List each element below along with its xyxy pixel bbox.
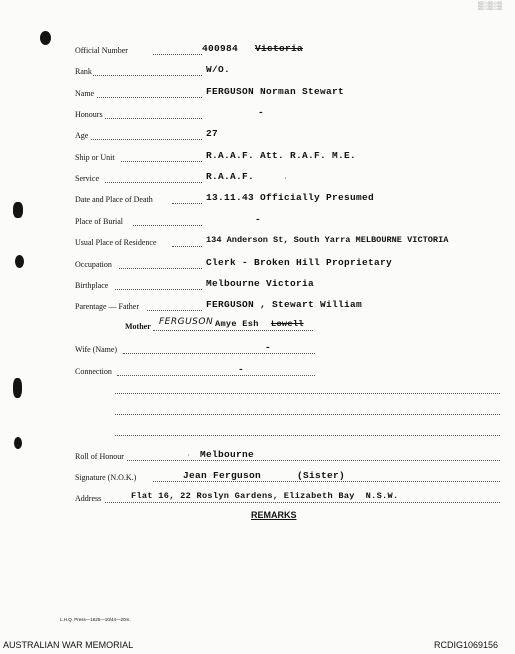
stray-mark: ʹ (285, 176, 287, 184)
service-label: Service (75, 174, 99, 183)
age-value: 27 (206, 128, 219, 139)
death-value: 13.11.43 Officially Presumed (206, 192, 375, 203)
wife-label: Wife (Name) (75, 345, 118, 354)
dotted-line (93, 75, 202, 76)
dotted-line (117, 375, 315, 376)
dotted-line (97, 97, 202, 98)
footer-institution: AUSTRALIAN WAR MEMORIAL (3, 640, 134, 650)
occupation-label: Occupation (75, 260, 112, 269)
official-number-label: Official Number (75, 46, 128, 55)
death-label: Date and Place of Death (75, 195, 153, 204)
blank-line (115, 435, 500, 436)
stray-mark: ʹ (188, 453, 190, 461)
dotted-line (91, 139, 202, 140)
official-number-value: 400984 (202, 43, 239, 54)
birthplace-label: Birthplace (75, 281, 109, 290)
birthplace-value: Melbourne Victoria (206, 278, 315, 289)
mother-struck: Lowell (271, 319, 304, 329)
honours-value: - (258, 107, 265, 118)
remarks-heading: REMARKS (251, 510, 297, 520)
blank-line (115, 393, 500, 394)
dotted-line (115, 289, 202, 290)
dotted-line (105, 182, 202, 183)
roll-of-honour-label: Roll of Honour (75, 452, 124, 461)
occupation-value: Clerk - Broken Hill Proprietary (206, 257, 393, 268)
name-label: Name (75, 89, 95, 98)
signature-label: Signature (N.O.K.) (75, 473, 137, 482)
blank-line (115, 414, 500, 415)
ship-or-unit-value: R.A.A.F. Att. R.A.F. M.E. (206, 150, 357, 161)
dotted-line (119, 268, 202, 269)
dotted-line (121, 161, 202, 162)
footer-record-id: RCDIG1069156 (434, 640, 499, 650)
mother-value: Amye Esh (215, 319, 259, 329)
binding-mark (13, 202, 23, 218)
service-value: R.A.A.F. (206, 171, 255, 182)
dotted-line (147, 310, 202, 311)
scan-edge-mark: ▒░▒░▒ (478, 2, 503, 11)
name-value: FERGUSON Norman Stewart (206, 86, 345, 97)
dotted-line (172, 203, 202, 204)
dotted-line (127, 460, 500, 461)
dotted-line (105, 118, 202, 119)
connection-label: Connection (75, 367, 112, 376)
binding-mark (13, 378, 22, 398)
official-number-struck: Victoria (255, 43, 304, 54)
roll-of-honour-value: Melbourne (200, 449, 255, 460)
dotted-line (153, 481, 500, 482)
age-label: Age (75, 131, 89, 140)
residence-value: 134 Anderson St, South Yarra MELBOURNE VICTORIA (206, 235, 449, 245)
signature-value: Jean Ferguson (Sister) (183, 470, 346, 481)
rank-value: W/O. (206, 64, 231, 75)
connection-value: - (238, 364, 245, 375)
dotted-line (153, 330, 313, 331)
dotted-line (153, 54, 202, 55)
address-label: Address (75, 494, 102, 503)
dotted-line (123, 353, 315, 354)
burial-label: Place of Burial (75, 217, 123, 226)
dotted-line (172, 246, 202, 247)
burial-value: - (255, 214, 262, 225)
ship-or-unit-label: Ship or Unit (75, 153, 115, 162)
father-value: FERGUSON , Stewart William (206, 299, 363, 310)
residence-label: Usual Place of Residence (75, 238, 157, 247)
printer-note: L.H.Q. Press—1625—10/44—20m. (60, 617, 131, 622)
punch-hole (15, 255, 24, 268)
mother-label: Mother (125, 322, 151, 331)
dotted-line (133, 225, 202, 226)
dotted-line (105, 502, 500, 503)
address-value: Flat 16, 22 Roslyn Gardens, Elizabeth Bay N.S.W. (131, 491, 399, 501)
father-label: Parentage — Father (75, 302, 139, 311)
mother-handwritten-surname: FERGUSON (159, 317, 214, 327)
rank-label: Rank (75, 67, 92, 76)
punch-hole (14, 437, 22, 449)
punch-hole (40, 31, 51, 45)
wife-value: - (265, 342, 272, 353)
honours-label: Honours (75, 110, 103, 119)
